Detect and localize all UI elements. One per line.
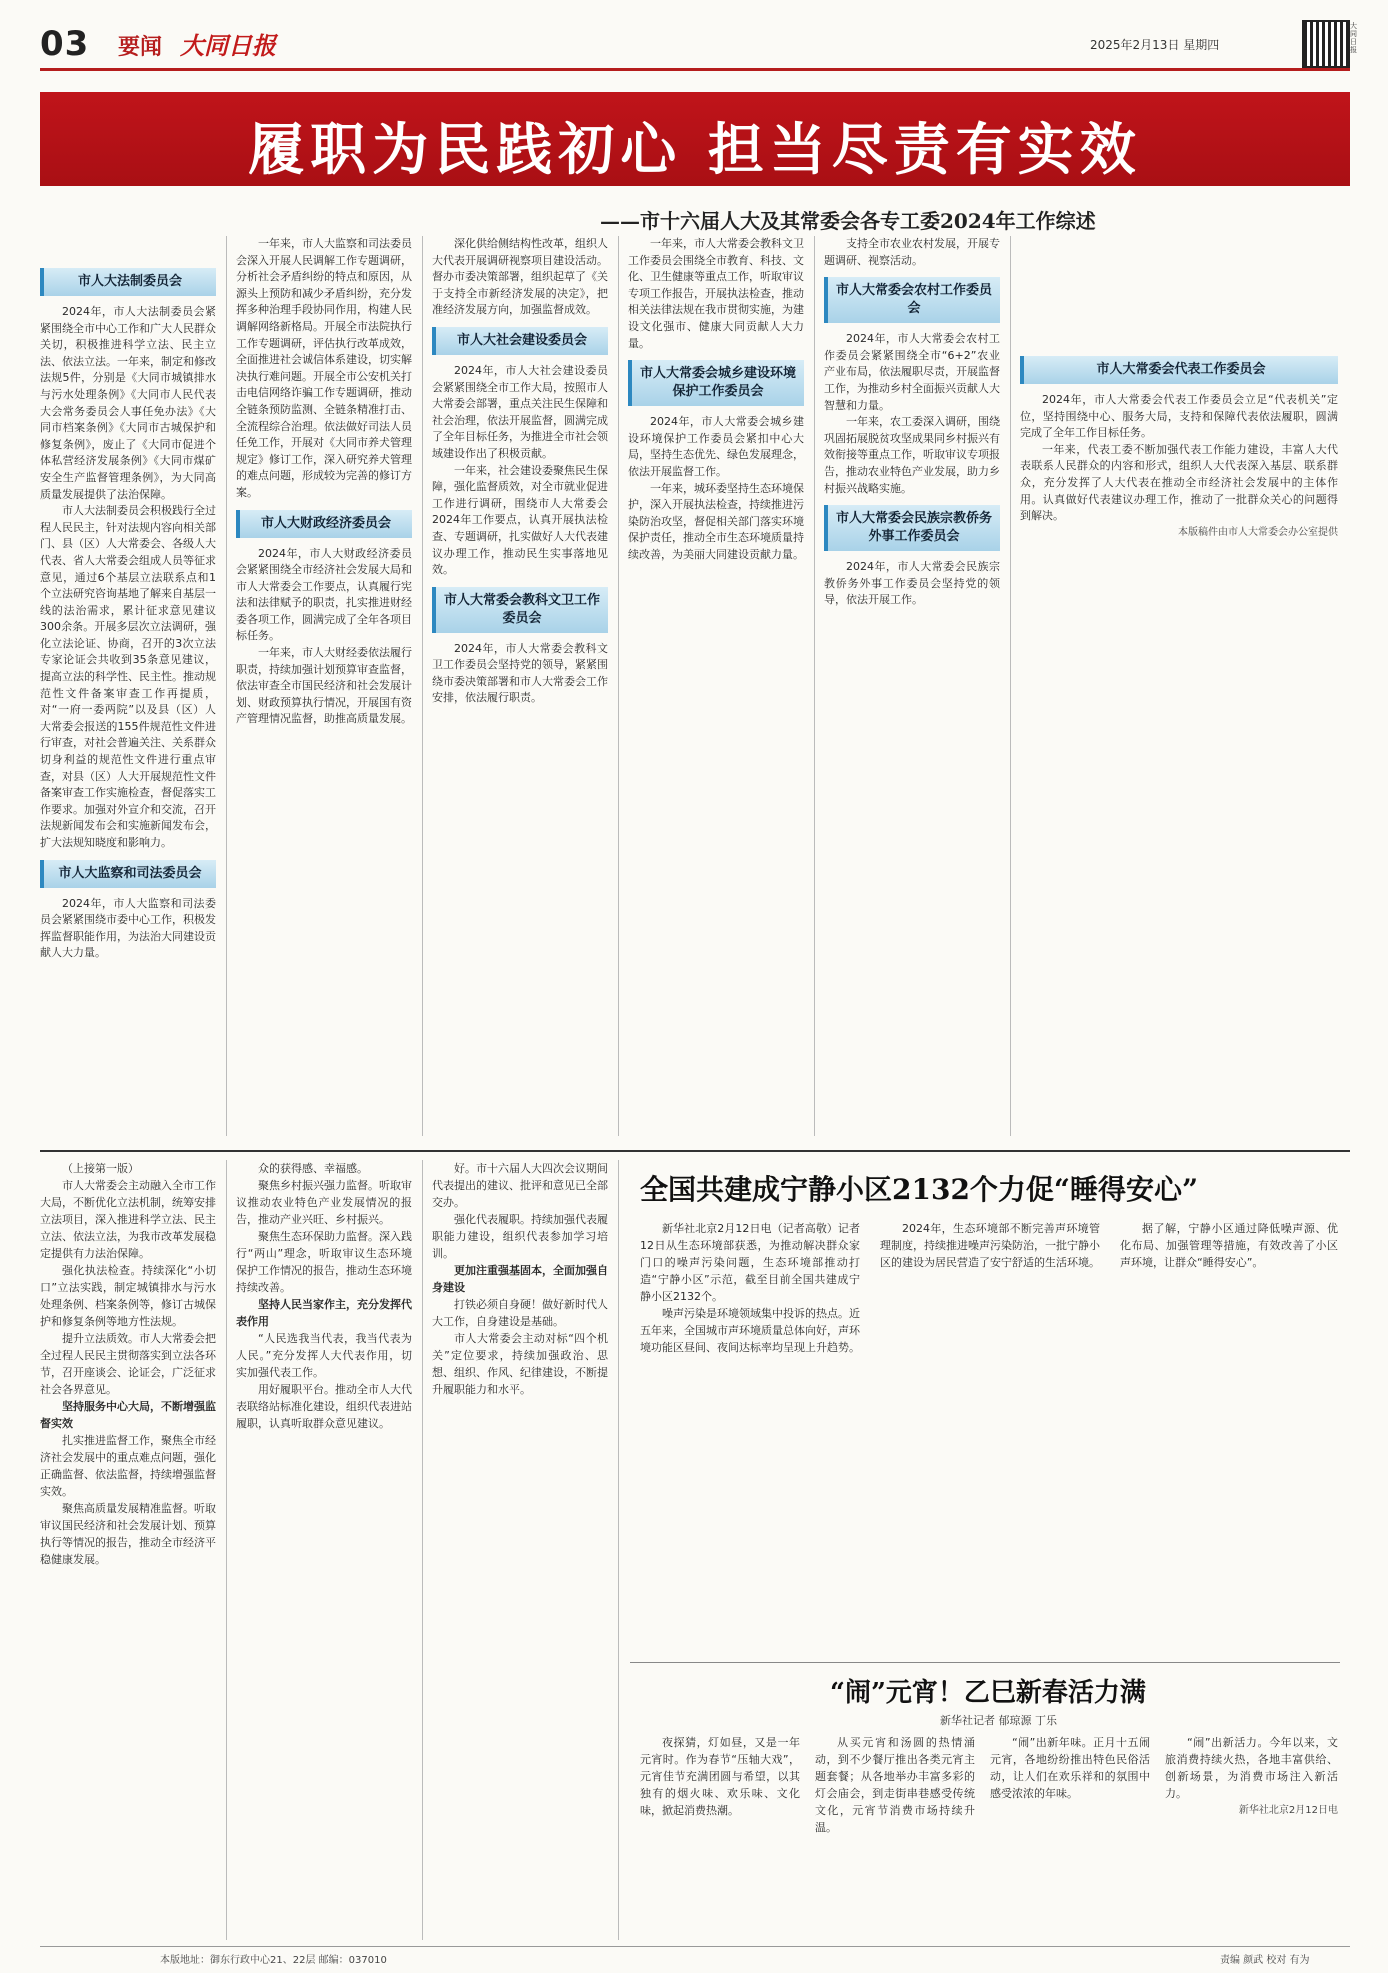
article-paragraph: 2024年，市人大常委会农村工作委员会紧紧围绕全市“6+2”农业产业布局，依法履职尽责，开展监督工作，为推动乡村全面振兴贡献人大智慧和力量。 [824,332,1000,412]
lower-column-2 [236,1160,412,1940]
article-paragraph: 夜探猜，灯如昼，又是一年元宵时。作为春节“压轴大戏”，元宵佳节充满团圆与希望，以其独有的烟火味、欢乐味、文化味，掀起消费热潮。 [640,1736,800,1817]
lower-column-1 [40,1160,216,1940]
paper-logo: 大同日报 [180,31,276,60]
article-paragraph: 众的获得感、幸福感。 [258,1162,368,1175]
page-number: 03 [40,24,90,64]
article-paragraph: “闹”出新活力。今年以来，文旅消费持续火热，各地丰富供给、创新场景，为消费市场注入新活力。 [1165,1736,1338,1800]
article-paragraph: 2024年，市人大常委会民族宗教侨务外事工作委员会坚持党的领导，依法开展工作。 [824,560,1000,607]
article-paragraph: 2024年，市人大监察和司法委员会紧紧围绕市委中心工作，积极发挥监督职能作用，为法治大同建设贡献人大力量。 [40,896,216,960]
column-divider [422,236,423,1136]
article-divider [630,1662,1340,1663]
section-head: 市人大常委会民族宗教侨务外事工作委员会 [824,505,1000,551]
subheading: 更加注重强基固本，全面加强自身建设 [432,1264,608,1294]
article-paragraph: 2024年，生态环境部不断完善声环境管理制度，持续推进噪声污染防治，一批宁静小区的建设为居民营造了安宁舒适的生活环境。 [880,1222,1100,1269]
subheading: 坚持服务中心大局，不断增强监督实效 [40,1400,216,1430]
section-head: 市人大常委会代表工作委员会 [1020,356,1338,384]
article2-credit: 新华社北京2月12日电 [1238,1805,1338,1816]
article-paragraph: 聚焦乡村振兴强力监督。听取审议推动农业特色产业发展情况的报告，推动产业兴旺、乡村振兴。 [236,1179,412,1226]
article-paragraph: 市人大法制委员会积极践行全过程人民民主，针对法规内容向相关部门、县（区）人大常委会、各级人大代表、省人大常委会组成人员等征求意见，通过6个基层立法联系点和1个立法研究咨询基地了解来自基层一线的法治需求，累计征求意见建议300余条。开展多层次立法调研，强化立法论证、协商，召开的3次立法专家论证会共收到35条意见建议，提高立法的科学性、民主性。推动规范性文件备案审查工作再提质，对“一府一委两院”以及县（区）人大常委会报送的155件规范性文件进行审查，对社会普遍关注、关系群众切身利益的规范性文件进行重点审查，对县（区）人大开展规范性文件备案审查工作实施检查，督促落实工作要求。加强对外宣介和交流，召开法规新闻发布会和实施新闻发布会，扩大法规知晓度和影响力。 [40,504,216,849]
section-head: 市人大监察和司法委员会 [40,860,216,888]
article-paragraph: 2024年，市人大法制委员会紧紧围绕全市中心工作和广大人民群众关切，积极推进科学立法、民主立法、依法立法。一年来，制定和修改法规5件，分别是《大同市城镇排水与污水处理条例》《大同市人民代表大会常务委员会人事任免办法》《大同市档案条例》《大同市古城保护和修复条例》，废止了《大同市促进个体私营经济发展条例》《大同市煤矿安全生产监督管理条例》，为大同高质量发展提供了法治保障。 [40,305,216,501]
section-head: 市人大常委会教科文卫工作委员会 [432,587,608,633]
upper-column-4 [628,236,804,1156]
column-divider [226,236,227,1136]
masthead [40,20,1357,70]
article-paragraph: “人民选我当代表，我当代表为人民。”充分发挥人大代表作用，切实加强代表工作。 [236,1332,412,1379]
article-paragraph: 深化供给侧结构性改革，组织人大代表开展调研视察项目建设活动。督办市委决策部署，组织起草了《关于支持全市新经济发展的决定》，把准经济发展方向，加强监督成效。 [432,237,608,317]
upper-column-5 [824,236,1000,1156]
article-paragraph: 好。市十六届人大四次会议期间代表提出的建议、批评和意见已全部交办。 [432,1162,608,1209]
upper-column-1 [40,236,216,1156]
article2-column-1 [640,1734,800,1939]
page-footer [40,1946,1350,1967]
article-title-lantern-festival: “闹”元宵！乙巳新春活力满 [830,1678,1146,1708]
article-paragraph: 噪声污染是环境领域集中投诉的热点。近五年来，全国城市声环境质量总体向好，声环境功能区昼间、夜间达标率均呈现上升趋势。 [640,1307,860,1354]
article2-column-3 [990,1734,1150,1939]
upper-column-3 [432,236,608,1156]
article2-column-2 [815,1734,975,1939]
section-head: 市人大常委会农村工作委员会 [824,277,1000,323]
article-paragraph: 提升立法质效。市人大常委会把全过程人民民主贯彻落实到立法各环节，召开座谈会、论证会，广泛征求社会各界意见。 [40,1332,216,1396]
section-divider [40,1150,1350,1152]
masthead-rule [40,68,1350,71]
section-label: 要闻 [118,35,163,60]
upper-column-2 [236,236,412,1156]
column-divider [422,1160,423,1940]
article-paragraph: 一年来，农工委深入调研，围绕巩固拓展脱贫攻坚成果同乡村振兴有效衔接等重点工作，听取审议专项报告，推动农业特色产业发展，助力乡村振兴战略实施。 [824,415,1000,495]
article-paragraph: 2024年，市人大社会建设委员会紧紧围绕全市工作大局，按照市人大常委会部署，重点关注民生保障和社会治理，依法开展监督，圆满完成了全年目标任务，为推进全市社会领域建设作出了积极贡献。 [432,363,608,460]
footer-editors: 责编 颜武 校对 有为 [1220,1955,1310,1966]
article-paragraph: 一年来，社会建设委聚焦民生保障，强化监督质效，对全市就业促进工作进行调研，围绕市人大常委会2024年工作要点，认真开展执法检查、专题调研，扎实做好人大代表建议办理工作，推动民生实事落地见效。 [432,463,608,577]
section-head: 市人大财政经济委员会 [236,510,412,538]
article-paragraph: 2024年，市人大常委会代表工作委员会立足“代表机关”定位，坚持围绕中心、服务大局，支持和保障代表依法履职，圆满完成了全年工作目标任务。 [1020,393,1338,440]
article-paragraph: 聚焦高质量发展精准监督。听取审议国民经济和社会发展计划、预算执行等情况的报告，推动全市经济平稳健康发展。 [40,1502,216,1566]
section-head: 市人大社会建设委员会 [432,327,608,355]
article-paragraph: 市人大常委会主动融入全市工作大局，不断优化立法机制，统筹安排立法项目，深入推进科学立法、民主立法、依法立法，为我市改革发展稳定提供有力法治保障。 [40,1179,216,1260]
section-head: 市人大法制委员会 [40,268,216,296]
article-paragraph: 一年来，市人大财经委依法履行职责，持续加强计划预算审查监督，依法审查全市国民经济和社会发展计划、财政预算执行情况，开展国有资产管理情况监督，助推高质量发展。 [236,646,412,726]
article-paragraph: 支持全市农业农村发展，开展专题调研、视察活动。 [824,237,1000,267]
qr-label: 大同日报 [1350,22,1357,54]
article1-column-3 [1120,1220,1338,1650]
column-divider [1010,236,1011,1136]
article-paragraph: 新华社北京2月12日电（记者高敬）记者12日从生态环境部获悉，为推动解决群众家门口的噪声污染问题，生态环境部推动打造“宁静小区”示范，截至目前全国共建成宁静小区2132个。 [640,1222,860,1303]
article2-column-4 [1165,1734,1338,1939]
article-paragraph: 市人大常委会主动对标“四个机关”定位要求，持续加强政治、思想、组织、作风、纪律建设，不断提升履职能力和水平。 [432,1332,608,1396]
main-headline: 履职为民践初心 担当尽责有实效 [248,117,1142,183]
article-paragraph: 强化执法检查。持续深化“小切口”立法实践，制定城镇排水与污水处理条例、档案条例等，修订古城保护和修复条例等地方性法规。 [40,1264,216,1328]
article-paragraph: 聚焦生态环保助力监督。深入践行“两山”理念，听取审议生态环境保护工作情况的报告，推动生态环境持续改善。 [236,1230,412,1294]
article-paragraph: 强化代表履职。持续加强代表履职能力建设，组织代表参加学习培训。 [432,1213,608,1260]
article-paragraph: 2024年，市人大常委会教科文卫工作委员会坚持党的领导，紧紧围绕市委决策部署和市人大常委会工作安排，依法履行职责。 [432,641,608,705]
article-paragraph: 用好履职平台。推动全市人大代表联络站标准化建设，组织代表进站履职，认真听取群众意见建议。 [236,1383,412,1430]
issue-date: 2025年2月13日 星期四 [1090,38,1220,52]
article-paragraph: 一年来，市人大常委会教科文卫工作委员会围绕全市教育、科技、文化、卫生健康等重点工作，听取审议专项工作报告，开展执法检查，推动相关法律法规在我市贯彻实施，为建设文化强市、健康大同贡献人大力量。 [628,237,804,350]
article2-byline: 新华社记者 郁琼源 丁乐 [940,1714,1057,1727]
article-paragraph: 扎实推进监督工作，聚焦全市经济社会发展中的重点难点问题，强化正确监督、依法监督，持续增强监督实效。 [40,1434,216,1498]
article-paragraph: 据了解，宁静小区通过降低噪声源、优化布局、加强管理等措施，有效改善了小区声环境，让群众“睡得安心”。 [1120,1222,1338,1269]
article-paragraph: 2024年，市人大财政经济委员会紧紧围绕全市经济社会发展大局和市人大常委会工作要点，认真履行宪法和法律赋予的职责，扎实推进财经委各项工作，圆满完成了全年各项目标任务。 [236,546,412,643]
column-divider [618,236,619,1136]
article-paragraph: “闹”出新年味。正月十五闹元宵，各地纷纷推出特色民俗活动，让人们在欢乐祥和的氛围中感受浓浓的年味。 [990,1736,1150,1800]
article1-column-2 [880,1220,1100,1650]
article-paragraph: 一年来，城环委坚持生态环境保护，深入开展执法检查，持续推进污染防治攻坚，督促相关部门落实环境保护责任，推动全市生态环境质量持续改善，为美丽大同建设贡献力量。 [628,481,804,561]
article-paragraph: 2024年，市人大常委会城乡建设环境保护工作委员会紧扣中心大局，坚持生态优先、绿色发展理念，依法开展监督工作。 [628,415,804,478]
upper-credit: 本版稿件由市人大常委会办公室提供 [1178,526,1338,538]
article-title-quiet-communities: 全国共建成宁静小区2132个力促“睡得安心” [640,1173,1199,1206]
article-paragraph: 从买元宵和汤圆的热情涌动，到不少餐厅推出各类元宵主题套餐；从各地举办丰富多彩的灯会庙会，到走街串巷感受传统文化，元宵节消费市场持续升温。 [815,1736,975,1834]
article1-column-1 [640,1220,860,1650]
upper-column-6 [1020,236,1338,1156]
column-divider [618,1160,619,1940]
column-divider [814,236,815,1136]
subheading: 坚持人民当家作主，充分发挥代表作用 [236,1298,412,1328]
continuation-label: （上接第一版） [62,1162,139,1175]
article-paragraph: 打铁必须自身硬！做好新时代人大工作，自身建设是基础。 [432,1298,608,1328]
lower-column-3 [432,1160,608,1940]
footer-address: 本版地址：御东行政中心21、22层 邮编：037010 [160,1955,387,1966]
qr-code-icon[interactable] [1302,20,1350,68]
headline-banner [40,92,1350,186]
article-paragraph: 一年来，市人大监察和司法委员会深入开展人民调解工作专题调研，分析社会矛盾纠纷的特点和原因，从源头上预防和减少矛盾纠纷，充分发挥多种治理手段协同作用，构建人民调解网络新格局。开展全市法院执行工作专题调研，评估执行改革成效，全面推进社会诚信体系建设，切实解决执行难问题。开展全市公安机关打击电信网络诈骗工作专题调研，推动全链条预防监测、全链条精准打击、全流程综合治理。依法做好司法人员任免工作，开展对《大同市养犬管理规定》修订工作，深入研究养犬管理的难点问题，形成较为完善的修订方案。 [236,237,412,499]
subtitle: ——市十六届人大及其常委会各专工委2024年工作综述 [600,209,1096,233]
article-paragraph: 一年来，代表工委不断加强代表工作能力建设，丰富人大代表联系人民群众的内容和形式，组织人大代表深入基层、联系群众，充分发挥了人大代表在推动全市经济社会发展中的主体作用。认真做好代表建议办理工作，推动了一批群众关心的问题得到解决。 [1020,442,1338,523]
section-head: 市人大常委会城乡建设环境保护工作委员会 [628,360,804,406]
column-divider [226,1160,227,1940]
